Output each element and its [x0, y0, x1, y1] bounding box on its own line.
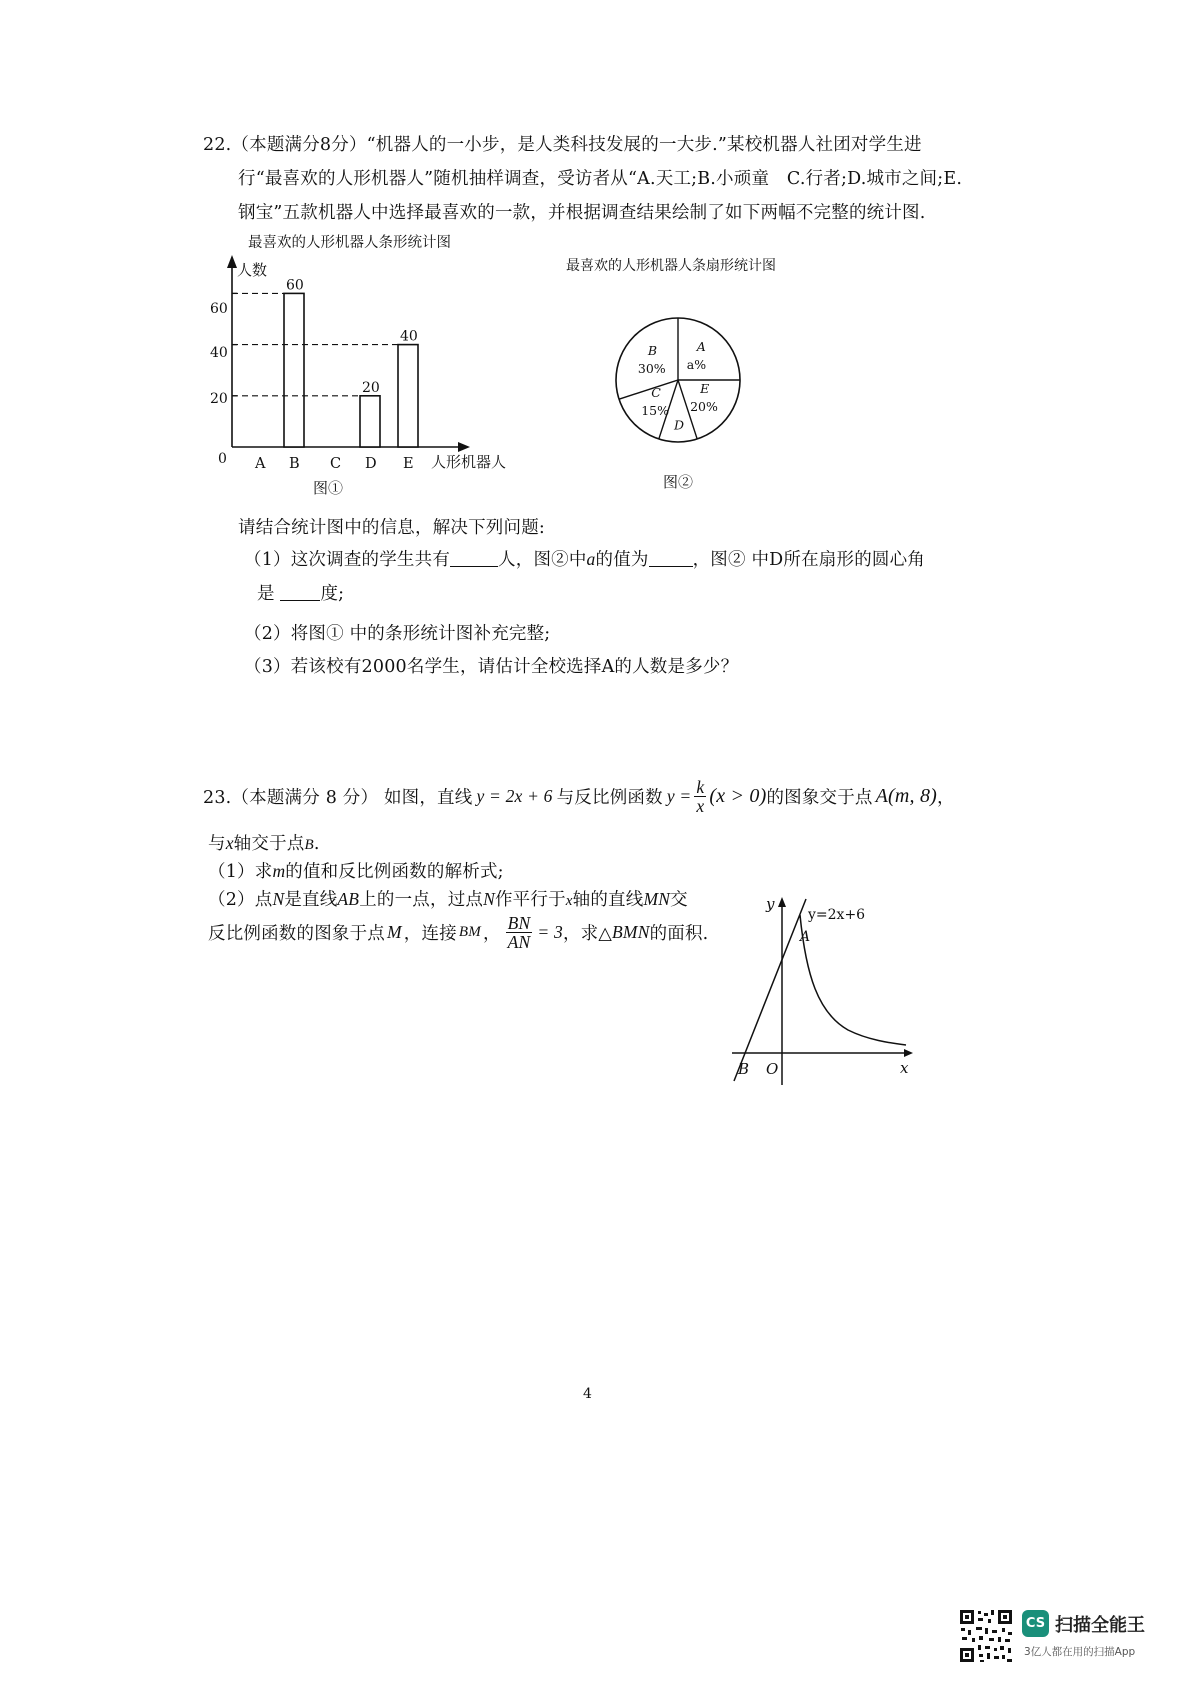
q23-line-equation: y = 2x + 6	[476, 786, 553, 807]
q23-p3-text-c: ，	[482, 924, 501, 945]
pie-slice-value: a%	[686, 357, 707, 373]
bar-chart	[200, 225, 530, 500]
qr-code-graphic	[958, 1608, 1014, 1664]
q23-func-numerator: k	[696, 777, 705, 797]
graph-x-label: x	[900, 1059, 909, 1077]
bar-y-axis-arrow	[227, 255, 237, 268]
bar-x-axis-arrow	[458, 442, 470, 452]
q23-p3-text-b: ，连接	[403, 924, 457, 945]
q23-p2-var-n: N	[272, 889, 285, 909]
q23-p3-var-bm: BM	[458, 924, 481, 941]
q22-blank-a	[649, 550, 693, 567]
q22-p1-text-d: ，图② 中D所在扇形的圆心角	[692, 550, 926, 570]
bar-data-label: 60	[286, 277, 304, 294]
q23-part-1	[208, 858, 504, 883]
q22-blank-total	[450, 550, 498, 567]
bar-marks	[232, 277, 418, 472]
pie-slice-label: A	[696, 339, 706, 355]
graph-point-b-label: B	[738, 1060, 750, 1078]
bar-chart-title: 最喜欢的人形机器人条形统计图	[248, 235, 451, 251]
bar	[360, 396, 380, 447]
pie-slice-label: D	[674, 417, 685, 433]
q23-ratio-fraction	[506, 914, 533, 952]
q22-p1-text-f: 度;	[320, 584, 345, 604]
q23-p3-text-a: 反比例函数的图象于点	[208, 924, 385, 945]
q22-p1-text-c: 的值为	[595, 550, 649, 570]
graph-origin-label: O	[766, 1060, 779, 1078]
q23-p2-var-x: x	[565, 893, 573, 909]
bar-x-label: 人形机器人	[431, 453, 507, 471]
q23-line-1	[203, 778, 955, 816]
q23-p2-text-b: 是直线	[284, 890, 338, 910]
q23-line2-text-c: .	[313, 834, 320, 854]
bar-data-label: 20	[362, 379, 380, 396]
pie-chart	[560, 250, 810, 500]
q23-func-denominator: x	[696, 796, 705, 817]
q22-line-3: 钢宝”五款机器人中选择最喜欢的一款，并根据调查结果绘制了如下两幅不完整的统计图.	[238, 203, 926, 223]
graph-y-axis-arrow	[778, 897, 786, 907]
pie-slice-value: 15%	[641, 402, 669, 418]
q23-head-d: ，	[937, 788, 955, 809]
q23-p1-var-m: m	[272, 861, 286, 881]
q22-part-1	[244, 546, 925, 571]
pie-chart-caption: 图②	[663, 473, 694, 491]
bar-ytick-60: 60	[210, 301, 228, 317]
q22-part-1-cont	[257, 580, 344, 605]
footer-brand-name: 扫描全能王	[1055, 1615, 1145, 1636]
q22-blank-angle	[280, 584, 320, 601]
pie-slice-label: B	[647, 343, 658, 359]
q23-line-2	[208, 830, 320, 855]
q22-p1-text-e: 是	[257, 584, 275, 604]
pie-slice-label: E	[700, 380, 710, 396]
q23-ratio-value: = 3	[537, 922, 563, 943]
graph-line-label: y=2x+6	[808, 907, 866, 923]
bar-data-label: 40	[400, 328, 418, 345]
q23-head-a: 23.（本题满分 8 分） 如图，直线	[203, 788, 473, 809]
q23-p3-var-m: M	[387, 922, 402, 943]
q23-line2-var-x: x	[225, 833, 234, 853]
q23-ratio-denominator: AN	[507, 932, 531, 953]
bar-ytick-40: 40	[210, 345, 228, 361]
q22-p1-text-a: （1）这次调查的学生共有	[244, 550, 451, 570]
bar-category-label: C	[330, 456, 342, 472]
q22-prompt: 请结合统计图中的信息，解决下列问题:	[238, 518, 545, 538]
q23-p1-text-b: 的值和反比例函数的解析式;	[285, 862, 504, 882]
graph-hyperbola	[800, 915, 906, 1045]
q23-part-2	[208, 886, 688, 911]
pie-slice-value: 30%	[637, 361, 666, 377]
bar-category-label: A	[255, 456, 266, 472]
bar	[284, 293, 304, 447]
q23-head-c: 的图象交于点	[766, 788, 873, 809]
bar-category-label: B	[289, 456, 300, 472]
q23-p1-text-a: （1）求	[208, 862, 273, 882]
q23-func-condition: (x > 0)	[709, 785, 767, 808]
bar	[398, 345, 418, 447]
q23-p3-text-e: 的面积.	[649, 924, 709, 945]
pie-slice-label: C	[651, 384, 661, 400]
q23-p2-var-mn: MN	[643, 889, 671, 909]
q23-p3-var-bmn: BMN	[612, 922, 650, 943]
graph-point-a-label: A	[800, 929, 811, 945]
q23-p2-text-d: 作平行于	[494, 890, 566, 910]
q22-p1-text-b: 人，图②中	[498, 550, 587, 570]
bar-y-label: 人数	[237, 261, 268, 279]
q23-p2-text-c: 上的一点，过点	[359, 890, 484, 910]
bar-category-label: E	[403, 456, 414, 472]
cs-logo-icon: CS	[1022, 1610, 1049, 1637]
footer-tagline: 3亿人都在用的扫描App	[1024, 1646, 1136, 1658]
q23-ratio-numerator: BN	[507, 913, 531, 933]
bar-category-label: D	[365, 456, 377, 472]
bar-ytick-20: 20	[210, 391, 228, 407]
pie-slice-value: 20%	[690, 398, 718, 414]
q23-line2-point-b: B	[304, 837, 314, 853]
q23-func-fraction	[694, 778, 706, 816]
q23-p2-text-f: 交	[670, 890, 688, 910]
q23-p3-text-d: ，求△	[562, 924, 613, 945]
q23-part-2-cont	[208, 914, 708, 952]
q23-line2-text-b: 轴交于点	[233, 834, 305, 854]
q23-head-b: 与反比例函数	[556, 788, 663, 809]
function-graph	[720, 885, 920, 1085]
q22-line-2: 行“最喜欢的人形机器人”随机抽样调查，受访者从“A.天工;B.小顽童 C.行者;D.城市之间;E.	[238, 169, 963, 189]
qr-code-icon	[958, 1608, 1014, 1664]
q22-line-1: 22.（本题满分8分）“机器人的一小步，是人类科技发展的一大步.”某校机器人社团对学生进	[203, 135, 922, 155]
q22-part-3: （3）若该校有2000名学生，请估计全校选择A的人数是多少？	[244, 657, 739, 677]
q23-func-lhs: y =	[666, 786, 692, 807]
q22-part-2: （2）将图① 中的条形统计图补充完整;	[244, 624, 551, 644]
q23-p2-var-ab: AB	[337, 889, 360, 909]
bar-origin-label: 0	[218, 451, 227, 467]
q23-p2-text-a: （2）点	[208, 890, 273, 910]
graph-x-axis-arrow	[904, 1049, 913, 1057]
q23-line2-text-a: 与	[208, 834, 226, 854]
q23-p2-text-e: 轴的直线	[572, 890, 644, 910]
pie-marks	[616, 318, 740, 442]
graph-y-label: y	[766, 895, 775, 913]
bar-chart-caption: 图①	[313, 479, 344, 497]
pie-chart-title: 最喜欢的人形机器人条扇形统计图	[566, 258, 776, 274]
q23-point-a: A(m, 8)	[875, 785, 938, 808]
page-number: 4	[583, 1386, 592, 1402]
q22-p1-var-a: a	[586, 549, 596, 569]
q23-p2-var-n2: N	[483, 889, 495, 909]
